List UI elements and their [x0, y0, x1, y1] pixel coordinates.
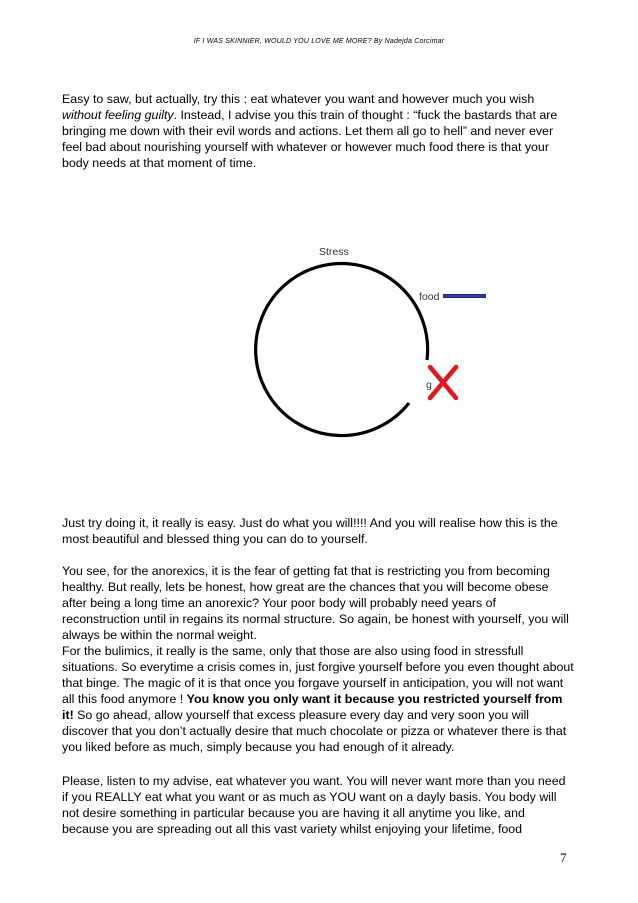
stress-cycle-diagram	[0, 230, 638, 470]
paragraph-anorexics: You see, for the anorexics, it is the fear of getting fat that is restricting you from becoming healthy. But really, lets be honest, how great are the chances that you will become obese after being a long time an anorexic? Your poor body will probably need years of reconstruction until in regains its normal structure. So again, be honest with yourself, you will always be within the normal weight.	[62, 564, 569, 642]
paragraph-intro	[62, 91, 574, 171]
running-header: IF I WAS SKINNIER, WOULD YOU LOVE ME MORE? By Nadejda Corcimar	[193, 38, 445, 45]
paragraph-intro-text-a: Easy to saw, but actually, try this : eat whatever you want and however much you wish	[62, 92, 535, 106]
paragraph-bulimics-bold: You know you only want it because you restricted yourself from it!	[62, 692, 563, 722]
paragraph-try-it: Just try doing it, it really is easy. Just do what you will!!!! And you will realise how this is the most beautiful and blessed thing you can do to yourself.	[62, 516, 558, 546]
paragraph-intro-emphasis: without feeling guilty	[62, 108, 174, 122]
cycle-arc	[256, 264, 428, 436]
paragraph-bulimics	[62, 643, 574, 755]
paragraph-advice: Please, listen to my advise, eat whatever you want. You will never want more than you need if you REALLY eat what you want or as much as YOU want on a dayly basis. You body will not desire something in particular because you are having it all anytime you like, and because you are spreading out all this vast variety whilst enjoying your lifetime, food	[62, 774, 566, 836]
paragraph-bulimics-text-b: So go ahead, allow yourself that excess pleasure every day and very soon you will discover that you don’t actually desire that much chocolate or pizza or whatever there is that you liked before as much, simply because you had enough of it already.	[62, 708, 567, 754]
page-number: 7	[560, 850, 567, 865]
red-cross-icon	[430, 367, 456, 398]
label-food: food	[419, 291, 440, 303]
paragraph-intro-text-b: . Instead, I advise you this train of thought : “fuck the bastards that are bringing me down with their evil words and actions. Let them all go to hell” and never ever feel bad about nourishing yourself with whatever or however much food there is that your body needs at that moment of time.	[62, 108, 558, 170]
paragraph-bulimics-text-a: For the bulimics, it really is the same, only that those are also using food in stressfull situations. So everytime a crisis comes in, just forgive yourself before you even thought about that binge. The magic of it is that once you forgave yourself in anticipation, you will not want all this food anymore !	[62, 644, 574, 706]
label-stress: Stress	[319, 246, 349, 258]
label-guilt: g	[426, 379, 432, 391]
